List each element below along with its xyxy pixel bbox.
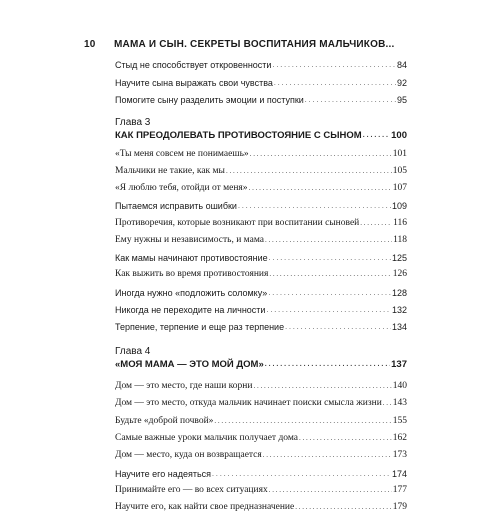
toc-entry[interactable]: Противоречия, которые возникают при воспитании сыновей . . . 116 xyxy=(115,218,407,229)
toc-entry[interactable]: Стыд не способствует откровенности . . . 84 xyxy=(115,59,407,71)
page-number: 10 xyxy=(84,39,96,50)
toc-entry[interactable]: Как мамы начинают противостояние . . . 125 xyxy=(115,252,407,264)
toc-entry[interactable]: Научите сына выражать свои чувства . . . 92 xyxy=(115,77,407,89)
toc-entry[interactable]: Мальчики не такие, как мы . . . 105 xyxy=(115,166,407,177)
toc-entry[interactable]: Дом — место, куда он возвращается . . . 173 xyxy=(115,450,407,461)
toc-entry[interactable]: Никогда не переходите на личности . . . 132 xyxy=(115,304,407,316)
toc-entry[interactable]: Будьте «доброй почвой» . . . 155 xyxy=(115,416,407,427)
running-title: МАМА И СЫН. СЕКРЕТЫ ВОСПИТАНИЯ МАЛЬЧИКОВ... xyxy=(114,39,395,50)
toc-entry[interactable]: Научите его, как найти свое предназначение . . . 179 xyxy=(115,502,407,513)
toc-entry[interactable]: Пытаемся исправить ошибки . . . 109 xyxy=(115,200,407,212)
toc-entry[interactable]: Дом — это место, откуда мальчик начинает поиски смысла жизни . . . 143 xyxy=(115,398,407,409)
toc-entry[interactable]: Самые важные уроки мальчик получает дома . . . 162 xyxy=(115,433,407,444)
toc-entry[interactable]: Иногда нужно «подложить соломку» . . . 128 xyxy=(115,287,407,299)
chapter-4-label: Глава 4 xyxy=(115,346,151,357)
toc-entry[interactable]: Научите его надеяться . . . 174 xyxy=(115,468,407,480)
page-header xyxy=(84,39,394,50)
toc-entry[interactable]: Помогите сыну разделить эмоции и поступки . . . 95 xyxy=(115,94,407,106)
toc-entry[interactable]: Как выжить во время противостояния . . . 126 xyxy=(115,269,407,280)
chapter-4-title[interactable]: «МОЯ МАМА — ЭТО МОЙ ДОМ» . . . 137 xyxy=(115,358,407,370)
toc-entry[interactable]: «Ты меня совсем не понимаешь» . . . 101 xyxy=(115,149,407,160)
chapter-3-title[interactable]: КАК ПРЕОДОЛЕВАТЬ ПРОТИВОСТОЯНИЕ С СЫНОМ . . . 100 xyxy=(115,129,407,141)
toc-entry[interactable]: Принимайте его — во всех ситуациях . . . 177 xyxy=(115,485,407,496)
toc-entry[interactable]: «Я люблю тебя, отойди от меня» . . . 107 xyxy=(115,183,407,194)
toc-entry[interactable]: Терпение, терпение и еще раз терпение . . . 134 xyxy=(115,321,407,333)
chapter-3-label: Глава 3 xyxy=(115,117,151,128)
toc-entry[interactable]: Дом — это место, где наши корни . . . 140 xyxy=(115,381,407,392)
toc-entry[interactable]: Ему нужны и независимость, и мама . . . 118 xyxy=(115,235,407,246)
